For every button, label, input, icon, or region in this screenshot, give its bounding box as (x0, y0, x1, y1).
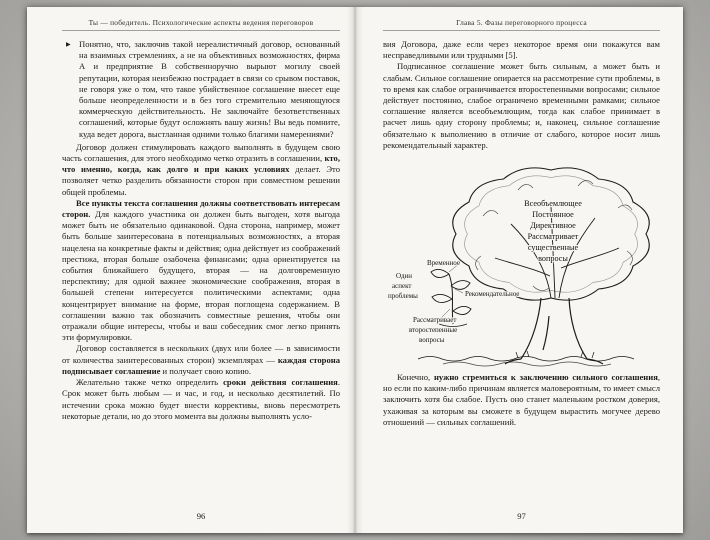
crown-label-line: существенные (527, 243, 579, 253)
paragraph (66, 39, 340, 140)
text-run: Понятно, что, заключив такой нереалистичный договор, основанный на взаимных стремлениях, а не на объективных возможностях, фирма А и предприятие В собственноручно вырыют могилу своей репутации, которая неизбежно пострадает в связи со срывом поставок, не говоря уже о том, что такое убийственное соглашение внесет еще больше неопределенности и в без того стремительно меняющуюся коммерческую действительность. Не заключайте безответственных соглашений, которые будут осложнять вашу жизнь! Вы ведь помните, куда ведет дорога, выстланная одними только благими намерениями? (79, 39, 340, 139)
text-run: , но если по каким-либо причинам является маловероятным, то имеет смысл заключить хотя бы слабое. Пусть оно станет маленьким ростком доверия, ухаживая за которым вы сможете в будущем вырастить могучее дерево отношений — сильных соглашений. (383, 372, 660, 427)
text-run: делает. Это позволяет четко разделить обязанности сторон при совместном решении общей проблемы. (62, 164, 340, 197)
text-run: Подписанное соглашение может быть сильным, а может быть и слабым. Сильное соглашение опирается на рассмотрение сути проблемы, в то время как слабое ограничивается второстепенными вопросами; сильное действует постоянно, слабое ограничено временными рамками; сильное соглашение является всеобъемлющим, тогда как слабое принимает в расчет лишь одну сторону проблемы; и, наконец, сильное соглашение обязательно к выполнению в отличие от слабого, которое носит лишь рекомендательный характер. (383, 61, 660, 150)
paragraph (383, 372, 660, 428)
strong-agreement-labels (524, 199, 582, 263)
label-temporary: Временное (427, 259, 460, 268)
text-run: нужно стремиться к заключению сильного соглашения (433, 372, 658, 383)
paragraph (62, 377, 340, 422)
label-secondary-line: второстепенные (409, 326, 458, 335)
text-run: и получает свою копию. (160, 365, 251, 376)
running-head-right: Глава 5. Фазы переговорного процесса (383, 18, 660, 31)
label-one-aspect-line: проблемы (388, 292, 418, 301)
text-run: Желательно также четко определить (76, 377, 224, 388)
page-number-right: 97 (517, 511, 526, 521)
text-run: Договор составляется в нескольких (двух или более — в зависимости от количества заинтересованных сторон) экземплярах — (62, 343, 340, 365)
big-tree (453, 168, 649, 364)
text-run: каждая сторона подписывает соглашение (62, 354, 340, 376)
page-right (355, 7, 683, 533)
paragraph (383, 61, 660, 151)
weak-agreement-labels (388, 259, 519, 344)
label-one-aspect-line: Один (396, 272, 413, 281)
page-left (27, 7, 355, 533)
crown-label-line: вопросы (538, 254, 568, 264)
crown-label-line: Директивное (530, 221, 576, 231)
text-run: вия Договора, даже если через некоторое время они покажутся вам несправедливыми или трудными [5]. (383, 39, 660, 61)
text-run: кто, что именно, когда, как долго и при каких условиях (62, 153, 340, 175)
text-run: Все пункты текста соглашения должны соответствовать интересам сторон. (62, 197, 340, 220)
paragraph (383, 39, 660, 61)
label-secondary-line: Рассматривает (413, 316, 457, 325)
label-one-aspect-line: аспект (392, 282, 412, 291)
crown-label-line: Постоянное (532, 210, 574, 220)
page-right-body-bottom (383, 372, 660, 428)
paragraph (62, 198, 340, 344)
bullet-marker-icon: ▶ (66, 42, 71, 48)
crown-label-line: Всеобъемлющее (524, 199, 582, 209)
strong-weak-agreement-tree-drawing (383, 156, 660, 368)
book-spread (27, 7, 683, 533)
paragraph (62, 142, 340, 198)
text-run: Конечно, (397, 372, 434, 383)
text-run: Договор должен стимулировать каждого выполнять в будущем свою часть соглашения, для этого необходимо четко отразить в соглашении, (62, 141, 340, 164)
label-recommendation: Рекомендательное (465, 290, 520, 299)
text-run: . Срок может быть любым — и час, и год, и несколько десятилетий. По истечении срока можно будет внести коррективы, вновь пересмотреть некоторые детали, но до этого момента вы должны выполнять усло- (62, 377, 340, 421)
running-head-left: Ты — победитель. Психологические аспекты ведения переговоров (62, 18, 340, 31)
page-left-body (62, 39, 340, 422)
page-right-body-top (383, 39, 660, 151)
label-secondary-line: вопросы (419, 336, 445, 345)
page-number-left: 96 (196, 511, 206, 521)
crown-label-line: Рассматривает (527, 232, 579, 242)
text-run: Для каждого участника он должен быть выгоден, хотя выгода может быть не обязательно одинаковой. Одна сторона, например, может быть больше заинтересована в потенциальных возможностях, а вторая нацелена на конкретные факты и действия; одна действует из соображений престижа, вторая больше озабочена финансами; одна ориентируется на события ближайшего будущего, вторая — на долговременную перспективу; для одной важнее экономические соображения, вторая в большей степени интересуется политическими аспектами; одна концентрирует внимание на форме, вторая поглощена содержанием. В соглашении важно так обозначить совместные решения, чтобы они отражали общие интересы, чтобы и ваш собеседник смог легко принять эти формулировки. (62, 209, 340, 343)
paragraph (62, 343, 340, 377)
tree-illustration (383, 156, 660, 368)
text-run: сроки действия соглашения (223, 377, 338, 388)
